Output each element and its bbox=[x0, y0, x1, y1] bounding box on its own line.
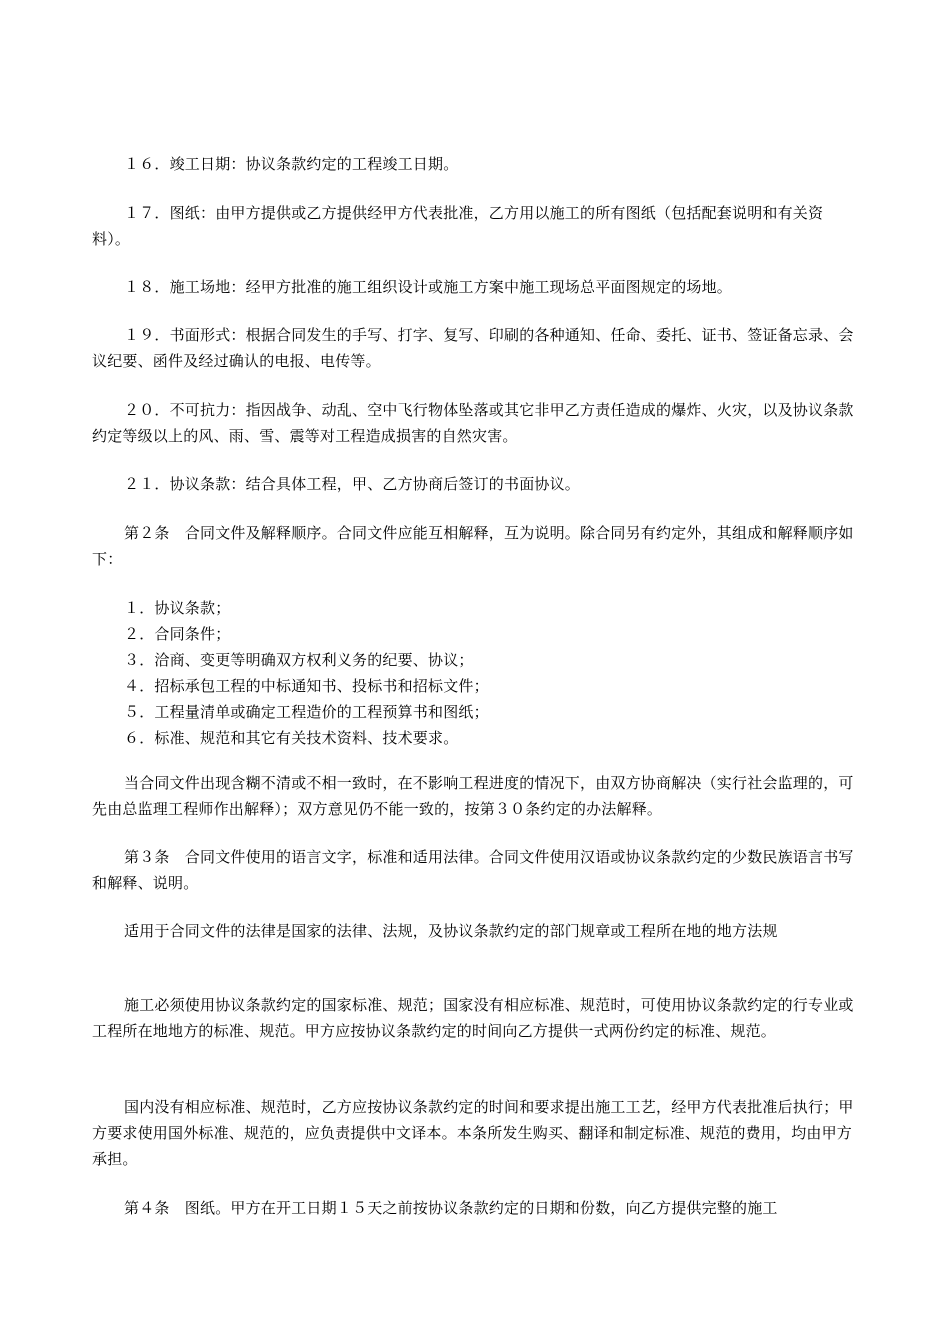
paragraph-ambiguity: 当合同文件出现含糊不清或不相一致时，在不影响工程进度的情况下，由双方协商解决（实行社会监理的，可先由总监理工程师作出解释）；双方意见仍不能一致的，按第３０条约定的办法解释。 bbox=[92, 774, 854, 818]
list-item: １．协议条款； bbox=[124, 599, 231, 617]
paragraph-article-3: 第３条 合同文件使用的语言文字，标准和适用法律。合同文件使用汉语或协议条款约定的少数民族语言书写和解释、说明。 bbox=[92, 848, 854, 892]
document-order-list bbox=[92, 595, 860, 751]
paragraph-article-4: 第４条 图纸。甲方在开工日期１５天之前按协议条款约定的日期和份数，向乙方提供完整的施工 bbox=[124, 1199, 778, 1217]
paragraph-standards: 施工必须使用协议条款约定的国家标准、规范；国家没有相应标准、规范时，可使用协议条款约定的行专业或工程所在地地方的标准、规范。甲方应按协议条款约定的时间向乙方提供一式两份约定的标准、规范。 bbox=[92, 996, 854, 1040]
paragraph-clause-19: １９．书面形式：根据合同发生的手写、打字、复写、印刷的各种通知、任命、委托、证书、签证备忘录、会议纪要、函件及经过确认的电报、电传等。 bbox=[92, 326, 854, 370]
list-item: ５．工程量清单或确定工程造价的工程预算书和图纸； bbox=[124, 703, 489, 721]
list-item: ６．标准、规范和其它有关技术资料、技术要求。 bbox=[124, 729, 459, 747]
paragraph-clause-20: ２０．不可抗力：指因战争、动乱、空中飞行物体坠落或其它非甲乙方责任造成的爆炸、火灾，以及协议条款约定等级以上的风、雨、雪、震等对工程造成损害的自然灾害。 bbox=[92, 401, 854, 445]
paragraph-applicable-law: 适用于合同文件的法律是国家的法律、法规，及协议条款约定的部门规章或工程所在地的地方法规 bbox=[124, 922, 778, 940]
paragraph-clause-16: １６．竣工日期：协议条款约定的工程竣工日期。 bbox=[124, 155, 459, 173]
paragraph-clause-17: １７．图纸：由甲方提供或乙方提供经甲方代表批准，乙方用以施工的所有图纸（包括配套说明和有关资料）。 bbox=[92, 204, 824, 248]
paragraph-clause-18: １８．施工场地：经甲方批准的施工组织设计或施工方案中施工现场总平面图规定的场地。 bbox=[124, 278, 733, 296]
paragraph-foreign-standards: 国内没有相应标准、规范时，乙方应按协议条款约定的时间和要求提出施工工艺，经甲方代表批准后执行；甲方要求使用国外标准、规范的，应负责提供中文译本。本条所发生购买、翻译和制定标准、规范的费用，均由甲方承担。 bbox=[92, 1098, 854, 1168]
list-item: ２．合同条件； bbox=[124, 625, 231, 643]
list-item: ４．招标承包工程的中标通知书、投标书和招标文件； bbox=[124, 677, 489, 695]
paragraph-article-2: 第２条 合同文件及解释顺序。合同文件应能互相解释，互为说明。除合同另有约定外，其组成和解释顺序如下： bbox=[92, 524, 854, 568]
paragraph-clause-21: ２１．协议条款：结合具体工程，甲、乙方协商后签订的书面协议。 bbox=[124, 475, 581, 493]
list-item: ３．洽商、变更等明确双方权利义务的纪要、协议； bbox=[124, 651, 474, 669]
